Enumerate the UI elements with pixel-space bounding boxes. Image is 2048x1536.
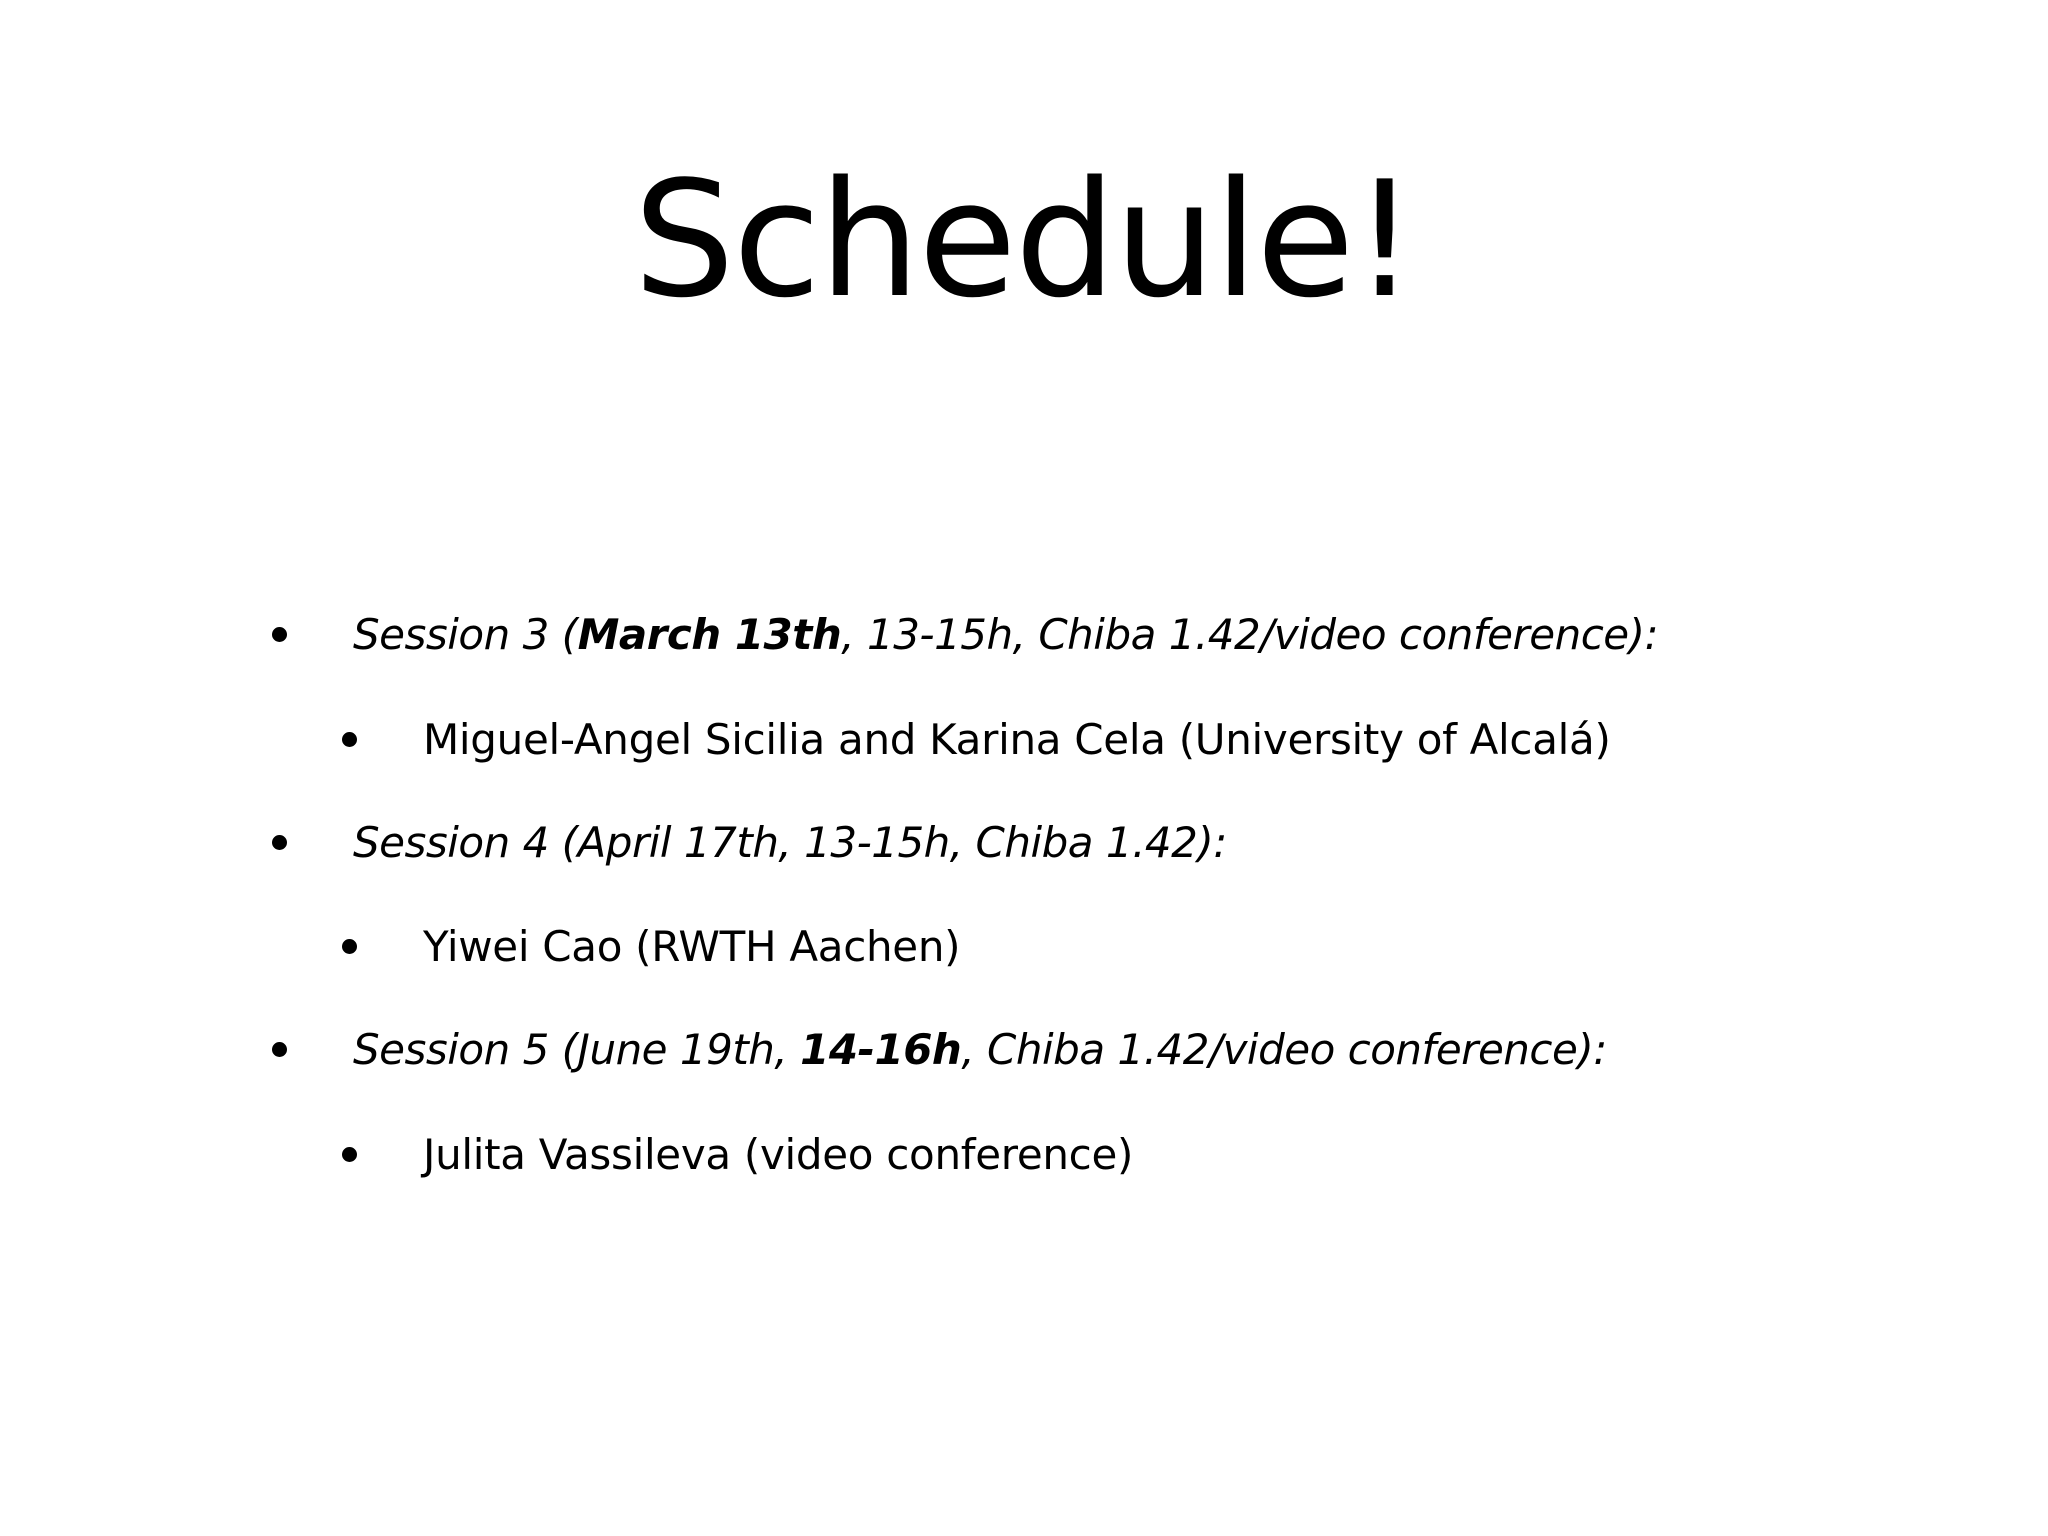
session-5-text: Session 5 (June 19th, 14-16h, Chiba 1.42/video conference): (353, 1025, 1607, 1074)
session-4-text: Session 4 (April 17th, 13-15h, Chiba 1.42): (353, 818, 1227, 867)
session-3-item (353, 605, 1658, 665)
session-4-item (353, 813, 1227, 873)
bullet-icon (342, 1147, 357, 1162)
session-5-presenter: Julita Vassileva (video conference) (423, 1130, 1134, 1179)
session-3-presenter: Miguel-Angel Sicilia and Karina Cela (University of Alcalá) (423, 715, 1611, 764)
bullet-icon (272, 1042, 287, 1057)
session-5-item (353, 1020, 1607, 1080)
session-4-presenter-item (423, 917, 960, 977)
bullet-icon (342, 732, 357, 747)
slide-title: Schedule! (633, 146, 1415, 333)
bullet-icon (342, 939, 357, 954)
session-3-presenter-item (423, 710, 1611, 770)
session-5-presenter-item (423, 1125, 1133, 1185)
bullet-icon (272, 627, 287, 642)
session-3-text: Session 3 (March 13th, 13-15h, Chiba 1.42/video conference): (353, 610, 1659, 659)
session-3-date: March 13th (577, 610, 842, 659)
session-5-time: 14-16h (800, 1025, 962, 1074)
bullet-icon (272, 835, 287, 850)
session-4-presenter: Yiwei Cao (RWTH Aachen) (423, 922, 961, 971)
